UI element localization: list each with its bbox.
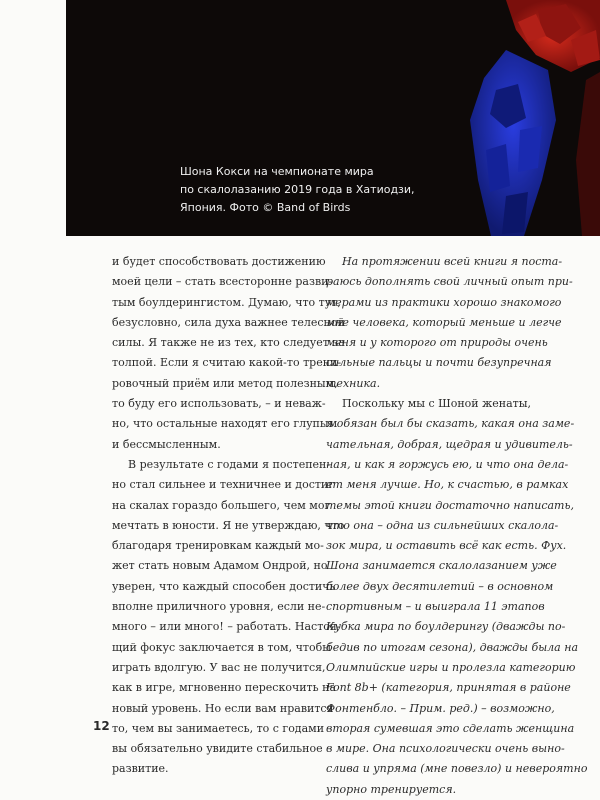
text-line: толпой. Если я считаю какой-то трени- [112, 356, 342, 370]
text-line: но стал сильнее и техничнее и достиг [112, 478, 335, 492]
text-line: щий фокус заключается в том, чтобы [112, 640, 331, 654]
text-line: новый уровень. Но если вам нравится [112, 701, 334, 715]
text-line: более двух десятилетий – в основном [326, 579, 554, 593]
text-line: тым боулдерингистом. Думаю, что тут, [112, 295, 341, 309]
text-line: в мире. Она психологически очень выно- [326, 742, 565, 756]
text-line: Олимпийские игры и пролезла категорию [326, 660, 576, 674]
text-line: техника. [326, 376, 381, 390]
text-line: ная, и как я горжусь ею, и что она дела- [326, 457, 569, 471]
text-line: как в игре, мгновенно перескочить на [112, 681, 337, 695]
text-line: сильные пальцы и почти безупречная [326, 356, 552, 370]
page-number: 12 [93, 719, 110, 733]
text-line: мечтать в юности. Я не утверждаю, что [112, 518, 345, 532]
text-line: что она – одна из сильнейших скалола- [326, 518, 559, 532]
text-line: Поскольку мы с Шоной женаты, [342, 397, 531, 411]
caption-line: Япония. Фото © Band of Birds [180, 201, 351, 214]
text-line: силы. Я также не из тех, кто следует за [112, 336, 345, 350]
text-line: играть вдолгую. У вас не получится, [112, 660, 326, 674]
text-line: вполне приличного уровня, если не- [112, 600, 326, 614]
text-line: вы обязательно увидите стабильное [112, 742, 323, 756]
caption-line: Шона Кокси на чемпионате мира [180, 165, 374, 178]
caption-line: по скалолазанию 2019 года в Хатиодзи, [180, 183, 415, 196]
text-line: Шона занимается скалолазанием уже [326, 559, 557, 573]
text-line: благодаря тренировкам каждый мо- [112, 539, 324, 553]
text-line: ет меня лучше. Но, к счастью, в рамках [326, 478, 569, 492]
text-line: развитие. [112, 762, 169, 776]
text-line: Font 8b+ (категория, принятая в районе [326, 681, 571, 695]
text-line: меня и у которого от природы очень [326, 336, 548, 350]
left-text-column [112, 252, 345, 780]
text-line: Кубка мира по боулдерингу (дважды по- [326, 620, 566, 634]
climbing-photo [66, 0, 600, 236]
text-line: мне человека, который меньше и легче [326, 315, 562, 329]
text-line: жет стать новым Адамом Ондрой, но [112, 559, 328, 573]
text-line: то буду его использовать, – и неваж- [112, 397, 326, 411]
text-line: на скалах гораздо большего, чем мог [112, 498, 331, 512]
photo-caption [180, 163, 440, 217]
text-line: раюсь дополнять свой личный опыт при- [326, 275, 573, 289]
text-line: много – или много! – работать. Настоя- [112, 620, 341, 634]
text-line: я обязан был бы сказать, какая она заме- [326, 417, 575, 431]
text-line: но, что остальные находят его глупым [112, 417, 338, 431]
text-line: мерами из практики хорошо знакомого [326, 295, 562, 309]
text-line: упорно тренируется. [326, 782, 457, 796]
text-line: Фонтенбло. – Прим. ред.) – возможно, [326, 701, 555, 715]
text-line: ровочный приём или метод полезным, [112, 376, 338, 390]
text-line: моей цели – стать всесторонне разви- [112, 275, 333, 289]
text-line: В результате с годами я постепен- [128, 457, 331, 471]
text-line: то, чем вы занимаетесь, то с годами [112, 721, 325, 735]
text-line: уверен, что каждый способен достичь [112, 579, 336, 593]
text-line: На протяжении всей книги я поста- [342, 255, 563, 268]
text-line: слива и упряма (мне повезло) и невероятно [326, 762, 588, 776]
right-text-column [326, 252, 588, 800]
text-line: безусловно, сила духа важнее телесной [112, 315, 345, 329]
text-line: и бессмысленным. [112, 437, 221, 451]
text-line: вторая сумевшая это сделать женщина [326, 721, 575, 735]
text-line: спортивным – и выиграла 11 этапов [326, 600, 545, 614]
text-line: зок мира, и оставить всё как есть. Фух. [326, 539, 567, 553]
text-line: чательная, добрая, щедрая и удивитель- [326, 437, 573, 451]
text-line: и будет способствовать достижению [112, 255, 326, 268]
text-line: бедив по итогам сезона), дважды была на [326, 640, 579, 654]
text-line: темы этой книги достаточно написать, [326, 498, 574, 512]
